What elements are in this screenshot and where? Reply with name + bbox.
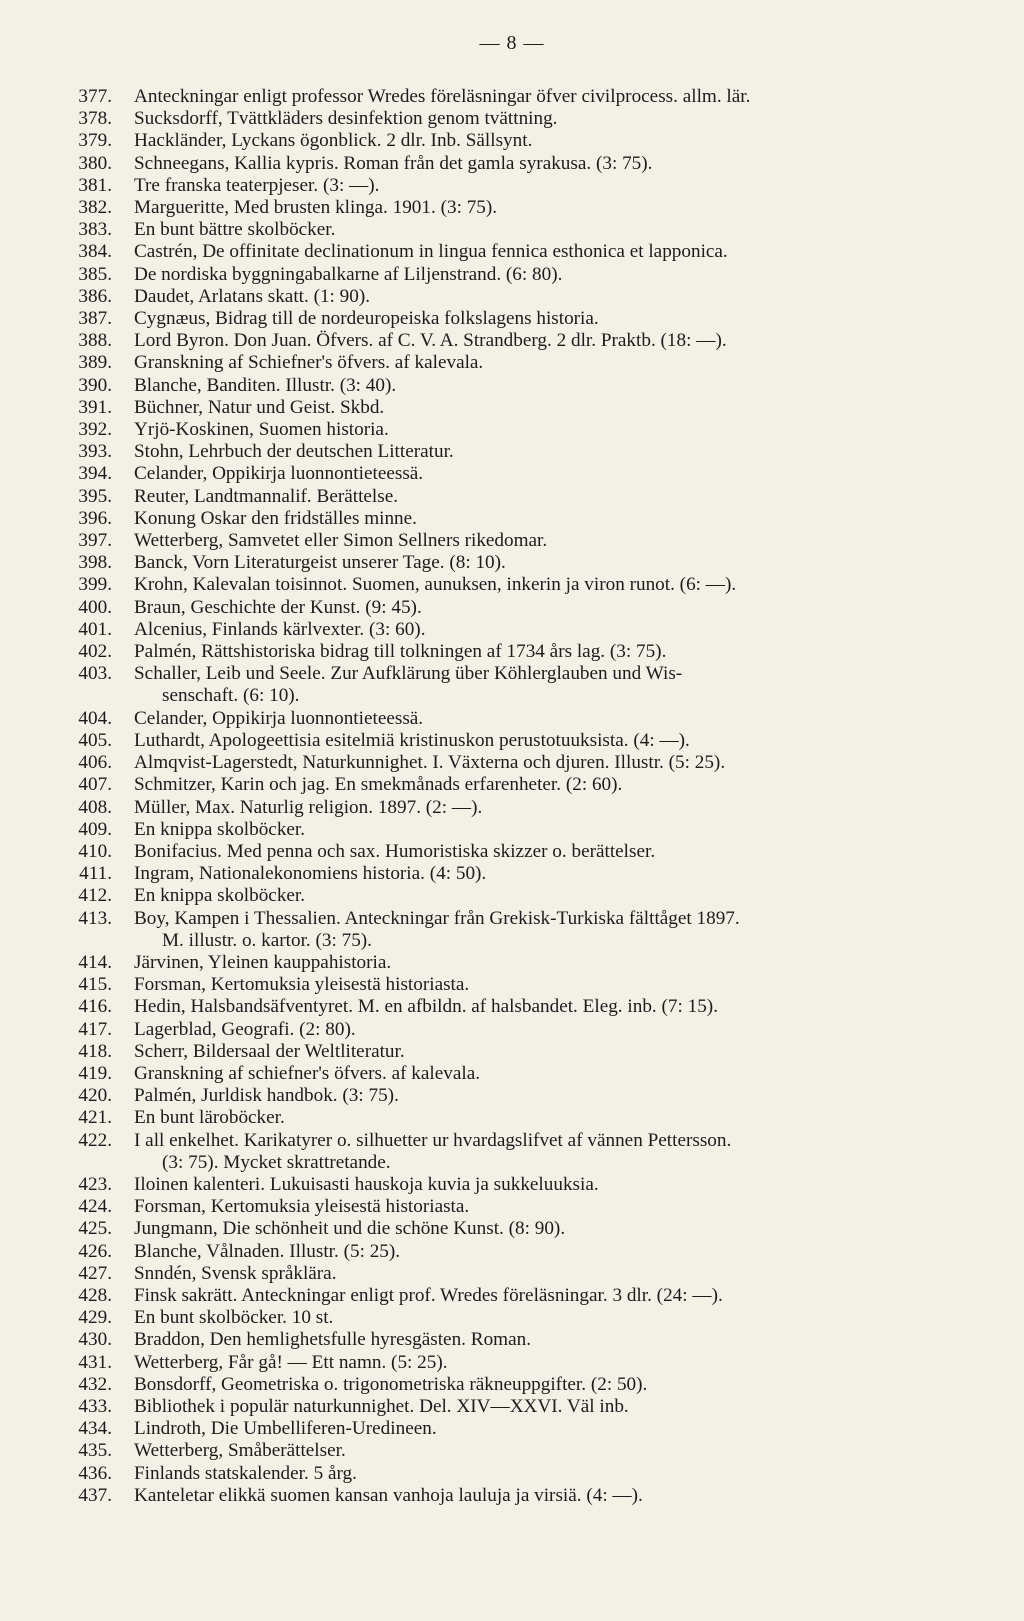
entry-text <box>112 1418 994 1440</box>
entry-line: Lagerblad, Geografi. (2: 80). <box>134 1018 356 1040</box>
entry-number: 435. <box>78 1440 112 1462</box>
catalog-entry <box>64 952 994 974</box>
catalog-entry <box>64 508 994 530</box>
entry-text <box>112 153 994 175</box>
entry-text <box>112 463 994 485</box>
entry-line: Scherr, Bildersaal der Weltliteratur. <box>134 1040 405 1062</box>
entry-text <box>112 1285 994 1307</box>
entry-number: 404. <box>78 707 112 729</box>
catalog-entry <box>64 797 994 819</box>
entry-text <box>112 86 994 108</box>
entry-number: 381. <box>78 174 112 196</box>
entry-line: Wetterberg, Småberättelser. <box>134 1440 346 1462</box>
entry-line: Hackländer, Lyckans ögonblick. 2 dlr. Inb. Sällsynt. <box>134 130 533 152</box>
catalog-entry <box>64 330 994 352</box>
catalog-entry <box>64 530 994 552</box>
catalog-entry <box>64 819 994 841</box>
catalog-entry <box>64 730 994 752</box>
catalog-entry <box>64 574 994 596</box>
entry-number: 420. <box>78 1085 112 1107</box>
entry-line: Yrjö-Koskinen, Suomen historia. <box>134 419 389 441</box>
entry-line: Finlands statskalender. 5 årg. <box>134 1462 357 1484</box>
entry-line: Bibliothek i populär naturkunnighet. Del. XIV—XXVI. Väl inb. <box>134 1395 629 1417</box>
entry-text <box>112 441 994 463</box>
entry-text <box>112 797 994 819</box>
entry-number: 393. <box>78 441 112 463</box>
entry-line: Reuter, Landtmannalif. Berättelse. <box>134 485 399 507</box>
entry-text <box>112 1041 994 1063</box>
entry-text <box>112 508 994 530</box>
entry-line: Bonsdorff, Geometriska o. trigonometriska räkneuppgifter. (2: 50). <box>134 1373 648 1395</box>
entry-line: Schneegans, Kallia kypris. Roman från det gamla syrakusa. (3: 75). <box>134 152 653 174</box>
entry-text <box>112 1440 994 1462</box>
entry-line: Müller, Max. Naturlig religion. 1897. (2: —). <box>134 796 483 818</box>
entry-line: Blanche, Vålnaden. Illustr. (5: 25). <box>134 1240 401 1262</box>
entry-text <box>112 1174 994 1196</box>
catalog-entry <box>64 463 994 485</box>
entry-number: 432. <box>78 1373 112 1395</box>
entry-number: 407. <box>78 774 112 796</box>
entry-text <box>112 597 994 619</box>
entry-number: 399. <box>78 574 112 596</box>
entry-number: 413. <box>78 907 112 929</box>
entry-number: 408. <box>78 796 112 818</box>
entry-line: En bunt bättre skolböcker. <box>134 219 336 241</box>
entry-number: 402. <box>78 641 112 663</box>
entry-line: Boy, Kampen i Thessalien. Anteckningar från Grekisk-Turkiska fälttåget 1897. <box>134 907 740 929</box>
entry-line: Finsk sakrätt. Anteckningar enligt prof. Wredes föreläsningar. 3 dlr. (24: —). <box>134 1284 723 1306</box>
entry-number: 436. <box>78 1462 112 1484</box>
entry-number: 425. <box>78 1218 112 1240</box>
entry-line: En bunt skolböcker. 10 st. <box>134 1307 334 1329</box>
catalog-entry <box>64 1485 994 1507</box>
entry-text <box>112 419 994 441</box>
entry-number: 431. <box>78 1351 112 1373</box>
catalog-entry <box>64 375 994 397</box>
entry-number: 388. <box>78 330 112 352</box>
catalog-entry <box>64 1019 994 1041</box>
catalog-entry <box>64 486 994 508</box>
entry-text <box>112 1241 994 1263</box>
entry-text <box>112 619 994 641</box>
entry-number: 427. <box>78 1262 112 1284</box>
entry-text <box>112 308 994 330</box>
entry-line: Palmén, Rättshistoriska bidrag till tolkningen af 1734 års lag. (3: 75). <box>134 641 667 663</box>
entry-line: Braun, Geschichte der Kunst. (9: 45). <box>134 596 422 618</box>
entry-line: Celander, Oppikirja luonnontieteessä. <box>134 463 424 485</box>
entry-number: 410. <box>78 840 112 862</box>
entry-line: Ingram, Nationalekonomiens historia. (4: 50). <box>134 863 487 885</box>
entry-line: Kanteletar elikkä suomen kansan vanhoja lauluja ja virsiä. (4: —). <box>134 1484 643 1506</box>
page-number: — 8 — <box>479 32 545 54</box>
entry-line: Tre franska teaterpjeser. (3: —). <box>134 174 380 196</box>
entry-text <box>112 197 994 219</box>
catalog-entry <box>64 1463 994 1485</box>
catalog-entry <box>64 108 994 130</box>
entry-line: Margueritte, Med brusten klinga. 1901. (3: 75). <box>134 197 498 219</box>
catalog-entry <box>64 1352 994 1374</box>
entry-line: Wetterberg, Samvetet eller Simon Sellners rikedomar. <box>134 530 548 552</box>
entry-number: 428. <box>78 1284 112 1306</box>
entry-line: Wetterberg, Får gå! — Ett namn. (5: 25). <box>134 1351 448 1373</box>
entry-number: 378. <box>78 108 112 130</box>
catalog-entry <box>64 996 994 1018</box>
catalog-entry <box>64 1241 994 1263</box>
entry-text <box>112 752 994 774</box>
catalog-entry <box>64 1285 994 1307</box>
entry-number: 434. <box>78 1418 112 1440</box>
entry-text <box>112 952 994 974</box>
entry-number: 380. <box>78 152 112 174</box>
entry-line: Schmitzer, Karin och jag. En smekmånads erfarenheter. (2: 60). <box>134 774 623 796</box>
entry-text <box>112 1463 994 1485</box>
entry-number: 409. <box>78 818 112 840</box>
entry-number: 395. <box>78 485 112 507</box>
entry-line: En knippa skolböcker. <box>134 885 306 907</box>
catalog-entry <box>64 641 994 663</box>
catalog-entry <box>64 264 994 286</box>
catalog-entry <box>64 841 994 863</box>
entry-line: Daudet, Arlatans skatt. (1: 90). <box>134 285 371 307</box>
entry-text <box>112 1485 994 1507</box>
entry-line: Granskning af schiefner's öfvers. af kalevala. <box>134 1062 481 1084</box>
entry-text <box>112 774 994 796</box>
entry-line: Hedin, Halsbandsäfventyret. M. en afbildn. af halsbandet. Eleg. inb. (7: 15). <box>134 996 718 1018</box>
entry-list <box>64 86 994 1507</box>
entry-line: En bunt läroböcker. <box>134 1107 285 1129</box>
entry-line: Stohn, Lehrbuch der deutschen Litteratur. <box>134 441 454 463</box>
entry-line: Almqvist-Lagerstedt, Naturkunnighet. I. Växterna och djuren. Illustr. (5: 25). <box>134 752 726 774</box>
entry-text <box>112 108 994 130</box>
entry-number: 433. <box>78 1395 112 1417</box>
entry-line: Büchner, Natur und Geist. Skbd. <box>134 396 385 418</box>
entry-text <box>112 352 994 374</box>
entry-text <box>112 219 994 241</box>
catalog-entry <box>64 774 994 796</box>
entry-line: Schaller, Leib und Seele. Zur Aufklärung über Köhlerglauben und Wis- <box>134 663 683 685</box>
catalog-entry <box>64 130 994 152</box>
entry-text <box>112 974 994 996</box>
entry-text <box>112 530 994 552</box>
catalog-entry <box>64 1307 994 1329</box>
catalog-entry <box>64 286 994 308</box>
entry-line: Forsman, Kertomuksia yleisestä historiasta. <box>134 974 470 996</box>
entry-text <box>112 130 994 152</box>
entry-line: Cygnæus, Bidrag till de nordeuropeiska folkslagens historia. <box>134 308 599 330</box>
entry-number: 377. <box>78 86 112 107</box>
catalog-entry <box>64 619 994 641</box>
catalog-entry <box>64 908 994 952</box>
entry-number: 383. <box>78 219 112 241</box>
entry-line: Snndén, Svensk språklära. <box>134 1262 337 1284</box>
entry-number: 401. <box>78 618 112 640</box>
entry-number: 437. <box>78 1484 112 1506</box>
entry-number: 397. <box>78 530 112 552</box>
entry-number: 422. <box>78 1129 112 1151</box>
entry-line: Lindroth, Die Umbelliferen-Uredineen. <box>134 1418 437 1440</box>
catalog-entry <box>64 1218 994 1240</box>
entry-line: Järvinen, Yleinen kauppahistoria. <box>134 951 392 973</box>
catalog-entry <box>64 1418 994 1440</box>
entry-line: Castrén, De offinitate declinationum in lingua fennica esthonica et lapponica. <box>134 241 728 263</box>
catalog-entry <box>64 352 994 374</box>
entry-number: 389. <box>78 352 112 374</box>
entry-text <box>112 863 994 885</box>
entry-number: 398. <box>78 552 112 574</box>
entry-number: 382. <box>78 197 112 219</box>
entry-text <box>112 330 994 352</box>
catalog-entry <box>64 663 994 707</box>
entry-text <box>112 708 994 730</box>
catalog-entry <box>64 197 994 219</box>
entry-number: 423. <box>78 1173 112 1195</box>
entry-number: 418. <box>78 1040 112 1062</box>
entry-text <box>112 1130 994 1174</box>
entry-number: 415. <box>78 974 112 996</box>
catalog-entry <box>64 1107 994 1129</box>
entry-number: 391. <box>78 396 112 418</box>
entry-text <box>112 264 994 286</box>
entry-text <box>112 175 994 197</box>
catalog-entry <box>64 397 994 419</box>
entry-number: 426. <box>78 1240 112 1262</box>
entry-number: 421. <box>78 1107 112 1129</box>
entry-line: Blanche, Banditen. Illustr. (3: 40). <box>134 374 397 396</box>
entry-line: Forsman, Kertomuksia yleisestä historiasta. <box>134 1196 470 1218</box>
entry-text <box>112 1307 994 1329</box>
entry-line: Bonifacius. Med penna och sax. Humoristiska skizzer o. berättelser. <box>134 840 656 862</box>
entry-line: I all enkelhet. Karikatyrer o. silhuetter ur hvardagslifvet af vännen Pettersson. <box>134 1129 732 1151</box>
entry-number: 424. <box>78 1196 112 1218</box>
entry-continuation-line: senschaft. (6: 10). <box>162 685 300 707</box>
catalog-entry <box>64 1440 994 1462</box>
catalog-entry <box>64 153 994 175</box>
entry-number: 405. <box>78 729 112 751</box>
catalog-entry <box>64 419 994 441</box>
catalog-entry <box>64 1130 994 1174</box>
entry-number: 392. <box>78 419 112 441</box>
entry-line: En knippa skolböcker. <box>134 818 306 840</box>
catalog-entry <box>64 1063 994 1085</box>
entry-line: Iloinen kalenteri. Lukuisasti hauskoja kuvia ja sukkeluuksia. <box>134 1173 599 1195</box>
catalog-entry <box>64 175 994 197</box>
entry-text <box>112 1196 994 1218</box>
entry-number: 386. <box>78 285 112 307</box>
entry-number: 390. <box>78 374 112 396</box>
entry-text <box>112 552 994 574</box>
entry-text <box>112 1019 994 1041</box>
entry-text <box>112 1374 994 1396</box>
catalog-entry <box>64 752 994 774</box>
entry-text <box>112 375 994 397</box>
catalog-entry <box>64 885 994 907</box>
catalog-entry <box>64 219 994 241</box>
entry-text <box>112 1352 994 1374</box>
entry-text <box>112 996 994 1018</box>
entry-text <box>112 397 994 419</box>
entry-text <box>112 1263 994 1285</box>
entry-number: 419. <box>78 1062 112 1084</box>
entry-text <box>112 286 994 308</box>
entry-text <box>112 1063 994 1085</box>
catalog-entry <box>64 1396 994 1418</box>
entry-line: Krohn, Kalevalan toisinnot. Suomen, aunuksen, inkerin ja viron runot. (6: —). <box>134 574 737 596</box>
catalog-entry <box>64 1174 994 1196</box>
entry-number: 417. <box>78 1018 112 1040</box>
entry-number: 412. <box>78 885 112 907</box>
entry-number: 400. <box>78 596 112 618</box>
catalog-entry <box>64 552 994 574</box>
catalog-entry <box>64 86 994 108</box>
entry-text <box>112 841 994 863</box>
entry-text <box>112 819 994 841</box>
catalog-entry <box>64 1085 994 1107</box>
entry-line: Sucksdorff, Tvättkläders desinfektion genom tvättning. <box>134 108 558 130</box>
entry-text <box>112 1107 994 1129</box>
entry-number: 416. <box>78 996 112 1018</box>
entry-number: 406. <box>78 752 112 774</box>
entry-number: 429. <box>78 1307 112 1329</box>
catalog-entry <box>64 1374 994 1396</box>
entry-number: 396. <box>78 507 112 529</box>
entry-text <box>112 641 994 663</box>
entry-number: 411. <box>79 863 112 885</box>
catalog-entry <box>64 1196 994 1218</box>
catalog-entry <box>64 241 994 263</box>
entry-text <box>112 574 994 596</box>
catalog-entry <box>64 1041 994 1063</box>
catalog-entry <box>64 308 994 330</box>
entry-line: Jungmann, Die schönheit und die schöne Kunst. (8: 90). <box>134 1218 566 1240</box>
entry-line: Luthardt, Apologeettisia esitelmiä kristinuskon perustotuuksista. (4: —). <box>134 729 690 751</box>
entry-text <box>112 663 994 707</box>
entry-number: 414. <box>78 951 112 973</box>
catalog-entry <box>64 974 994 996</box>
catalog-entry <box>64 597 994 619</box>
entry-number: 385. <box>78 263 112 285</box>
entry-continuation-line: (3: 75). Mycket skrattretande. <box>162 1151 391 1173</box>
entry-text <box>112 1396 994 1418</box>
entry-number: 394. <box>78 463 112 485</box>
entry-number: 430. <box>78 1329 112 1351</box>
catalog-entry <box>64 1263 994 1285</box>
entry-line: Celander, Oppikirja luonnontieteessä. <box>134 707 424 729</box>
entry-line: Banck, Vorn Literaturgeist unserer Tage. (8: 10). <box>134 552 506 574</box>
entry-number: 384. <box>78 241 112 263</box>
entry-line: Granskning af Schiefner's öfvers. af kalevala. <box>134 352 484 374</box>
entry-text <box>112 730 994 752</box>
entry-line: Lord Byron. Don Juan. Öfvers. af C. V. A. Strandberg. 2 dlr. Praktb. (18: —). <box>134 330 727 352</box>
entry-text <box>112 1218 994 1240</box>
entry-text <box>112 1329 994 1351</box>
entry-continuation-line: M. illustr. o. kartor. (3: 75). <box>162 929 372 951</box>
entry-line: Palmén, Jurldisk handbok. (3: 75). <box>134 1085 399 1107</box>
entry-text <box>112 908 994 952</box>
entry-text <box>112 486 994 508</box>
entry-text <box>112 1085 994 1107</box>
entry-line: Anteckningar enligt professor Wredes föreläsningar öfver civilprocess. allm. lär. <box>134 86 751 107</box>
entry-line: Braddon, Den hemlighetsfulle hyresgästen. Roman. <box>134 1329 531 1351</box>
entry-line: De nordiska byggningabalkarne af Liljenstrand. (6: 80). <box>134 263 563 285</box>
entry-text <box>112 885 994 907</box>
entry-line: Konung Oskar den fridställes minne. <box>134 507 417 529</box>
entry-number: 379. <box>78 130 112 152</box>
catalog-entry <box>64 708 994 730</box>
catalog-entry <box>64 441 994 463</box>
catalog-entry <box>64 863 994 885</box>
entry-line: Alcenius, Finlands kärlvexter. (3: 60). <box>134 618 426 640</box>
entry-number: 387. <box>78 308 112 330</box>
entry-text <box>112 241 994 263</box>
entry-number: 403. <box>78 663 112 685</box>
catalog-entry <box>64 1329 994 1351</box>
